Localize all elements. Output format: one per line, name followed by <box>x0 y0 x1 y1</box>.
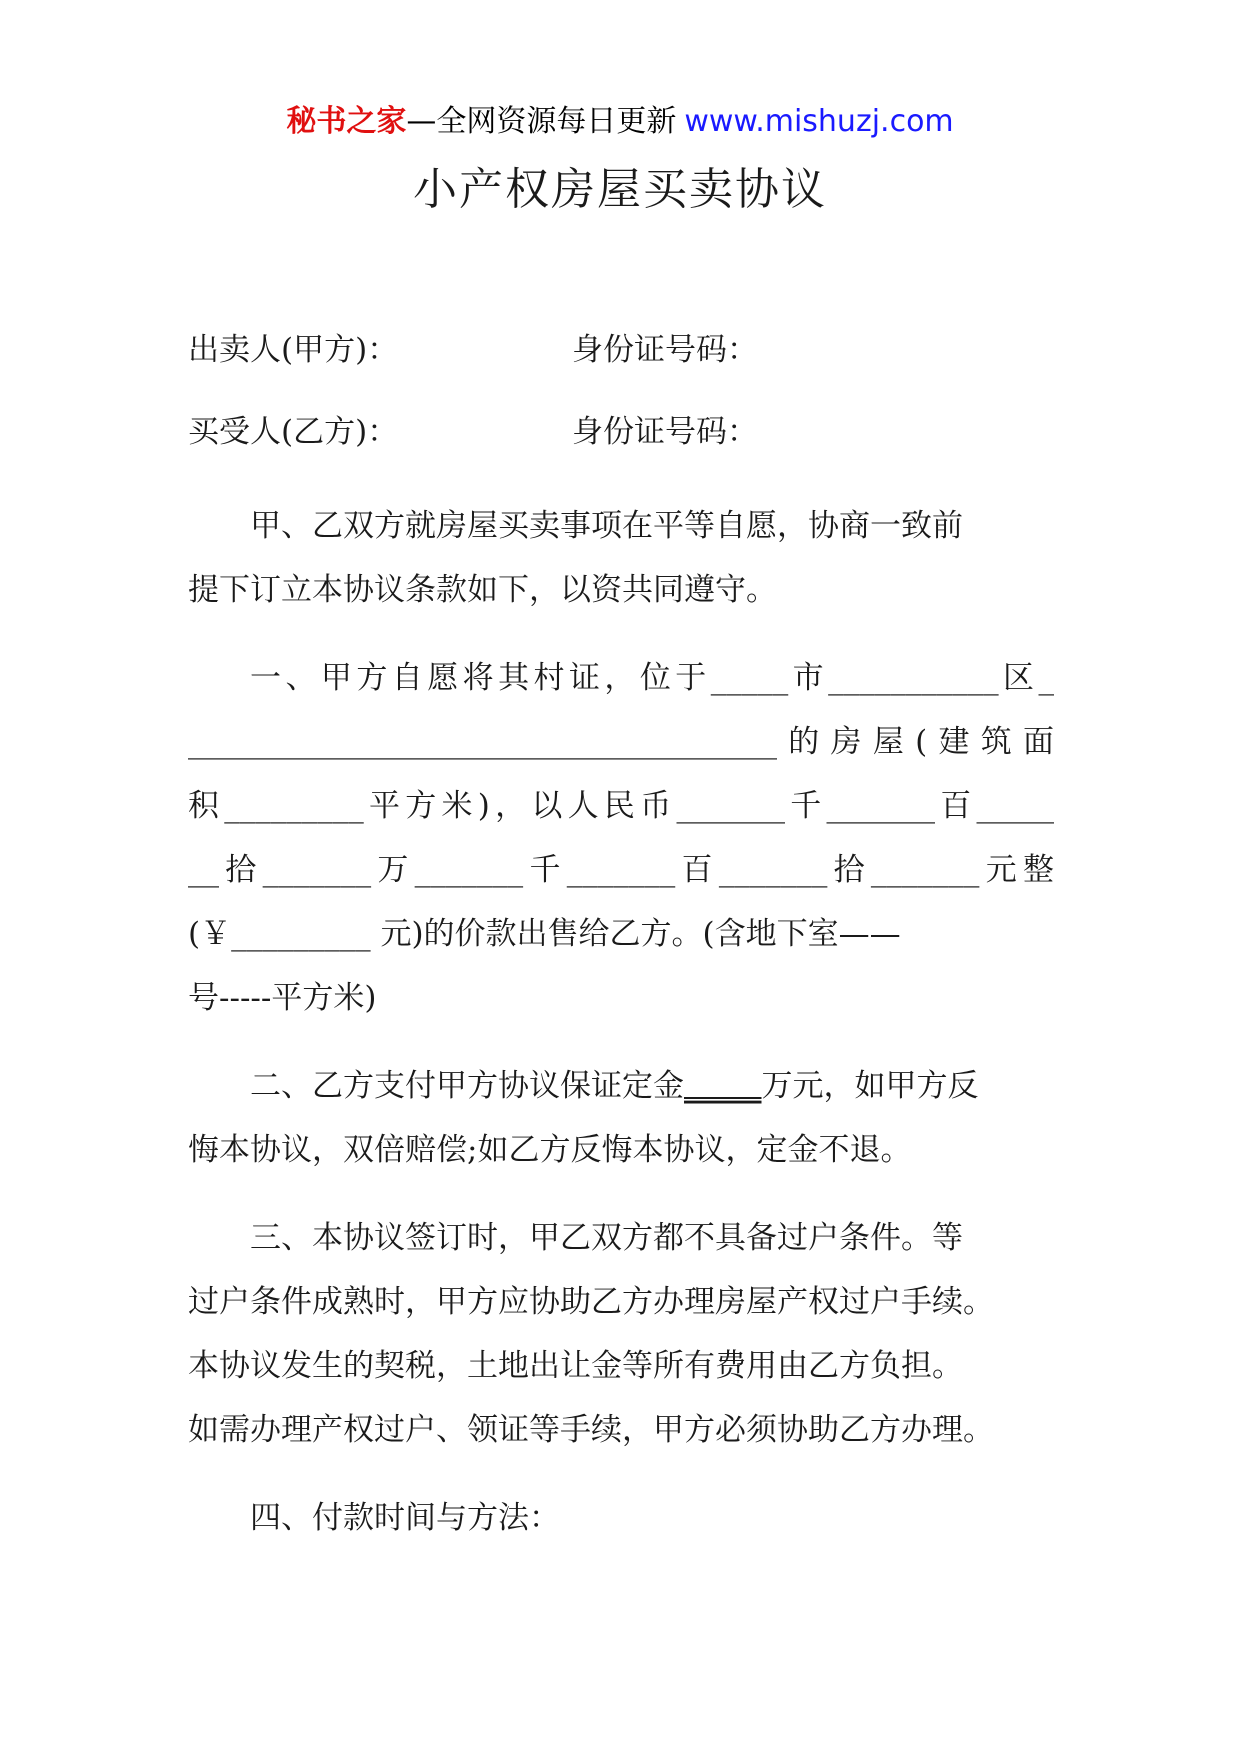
clause-1-line: 一、甲方自愿将其村证，位于_____市___________区_ <box>250 660 1054 696</box>
clause-1-line: 号-----平方米) <box>188 980 377 1016</box>
clause-2-text: 二、乙方支付甲方协议保证定金 <box>250 1068 684 1104</box>
intro-paragraph <box>188 494 1054 622</box>
clause-3-line: 如需办理产权过户、领证等手续，甲方必须协助乙方办理。 <box>188 1412 994 1448</box>
site-url[interactable]: www.mishuzj.com <box>684 104 954 139</box>
document-body <box>188 326 1054 1550</box>
clause-2-text: 万元，如甲方反 <box>761 1068 979 1104</box>
clause-1-line: 积_________平方米)，以人民币_______千_______百_____ <box>188 788 1054 824</box>
clause-3-line: 三、本协议签订时，甲乙双方都不具备过户条件。等 <box>250 1220 963 1256</box>
clause-2-line <box>188 1054 1054 1118</box>
clause-4 <box>188 1486 1054 1550</box>
clause-1 <box>188 646 1054 1030</box>
seller-label: 出卖人(甲方)： <box>188 332 399 368</box>
seller-id-label: 身份证号码： <box>572 332 758 368</box>
document-title: 小产权房屋买卖协议 <box>413 164 827 215</box>
site-header <box>0 102 1240 142</box>
seller-line <box>188 326 1054 408</box>
deposit-blank: _____ <box>684 1068 762 1104</box>
clause-3-line: 过户条件成熟时，甲方应协助乙方办理房屋产权过户手续。 <box>188 1284 994 1320</box>
intro-line: 提下订立本协议条款如下，以资共同遵守。 <box>188 572 777 608</box>
buyer-line <box>188 408 1054 490</box>
clause-3 <box>188 1206 1054 1462</box>
intro-line: 甲、乙双方就房屋买卖事项在平等自愿，协商一致前 <box>250 508 963 544</box>
clause-4-line: 四、付款时间与方法： <box>250 1500 560 1536</box>
clause-3-line: 本协议发生的契税，土地出让金等所有费用由乙方负担。 <box>188 1348 963 1384</box>
buyer-id-label: 身份证号码： <box>572 414 758 450</box>
clause-2-line: 悔本协议，双倍赔偿;如乙方反悔本协议，定金不退。 <box>188 1132 912 1168</box>
clause-1-line: __拾_______万_______千_______百_______拾_______元整 <box>188 852 1054 888</box>
brand-name: 秘书之家 <box>286 104 407 139</box>
clause-1-line: (￥_________ 元)的价款出售给乙方。(含地下室—— <box>188 916 901 952</box>
clause-2 <box>188 1054 1054 1182</box>
clause-1-line: ______________________________________的房屋(建筑面 <box>188 724 1054 760</box>
buyer-label: 买受人(乙方)： <box>188 414 399 450</box>
header-slogan: —全网资源每日更新 <box>406 104 677 139</box>
